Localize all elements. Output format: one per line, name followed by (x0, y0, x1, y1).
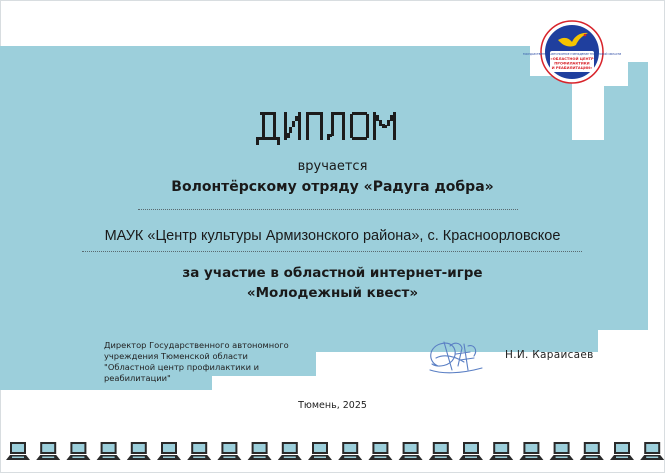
laptop-icon (308, 442, 332, 460)
director-line: реабилитации" (104, 373, 171, 383)
laptop-icon (610, 442, 634, 460)
logo-center-text-2: ПРОФИЛАКТИКИ (554, 61, 590, 66)
logo-ring-text: ГОСУДАРСТВЕННОЕ АВТОНОМНОЕ УЧРЕЖДЕНИЕ ТЮМЕНСКОЙ ОБЛАСТИ (522, 53, 622, 56)
laptop-icon (489, 442, 513, 460)
laptop-icon (157, 442, 181, 460)
signature-image (424, 336, 486, 378)
laptop-icon (278, 442, 302, 460)
logo-center-text-1: «ОБЛАСТНОЙ ЦЕНТР (550, 57, 594, 61)
laptop-icon (640, 442, 664, 460)
laptop-icon (519, 442, 543, 460)
director-line: "Областной центр профилактики и (104, 362, 259, 372)
organization-underline (82, 251, 582, 252)
director-line: учреждения Тюменской области (104, 351, 248, 361)
laptop-icon (217, 442, 241, 460)
recipient-name: Волонтёрскому отряду «Радуга добра» (171, 179, 494, 195)
organization-name: МАУК «Центр культуры Армизонского района», с. Красноорловское (104, 228, 561, 244)
director-line: Директор Государственного автономного (104, 340, 289, 350)
reason-line-1: за участие в областной интернет-игре (182, 265, 483, 281)
signer-name: Н.И. Караисаев (505, 349, 594, 361)
laptop-icon (368, 442, 392, 460)
laptop-icon (580, 442, 604, 460)
logo-center-text-3: И РЕАБИЛИТАЦИИ» (551, 66, 593, 70)
reason-line-2: «Молодежный квест» (246, 285, 419, 301)
laptop-icon (36, 442, 60, 460)
laptop-icon (338, 442, 362, 460)
city-year: Тюмень, 2025 (298, 400, 367, 411)
laptop-icon (399, 442, 423, 460)
laptop-icon (459, 442, 483, 460)
laptop-icon (66, 442, 90, 460)
laptop-icon (248, 442, 272, 460)
laptop-icon (97, 442, 121, 460)
laptop-icon (187, 442, 211, 460)
laptop-icon (127, 442, 151, 460)
awarded-label: вручается (297, 159, 368, 174)
laptop-icon (429, 442, 453, 460)
recipient-underline (138, 209, 518, 210)
laptop-border (0, 440, 665, 464)
laptop-icon (6, 442, 30, 460)
director-title (104, 340, 324, 384)
diploma-title (254, 108, 400, 150)
laptop-icon (550, 442, 574, 460)
organization-logo (522, 20, 622, 84)
